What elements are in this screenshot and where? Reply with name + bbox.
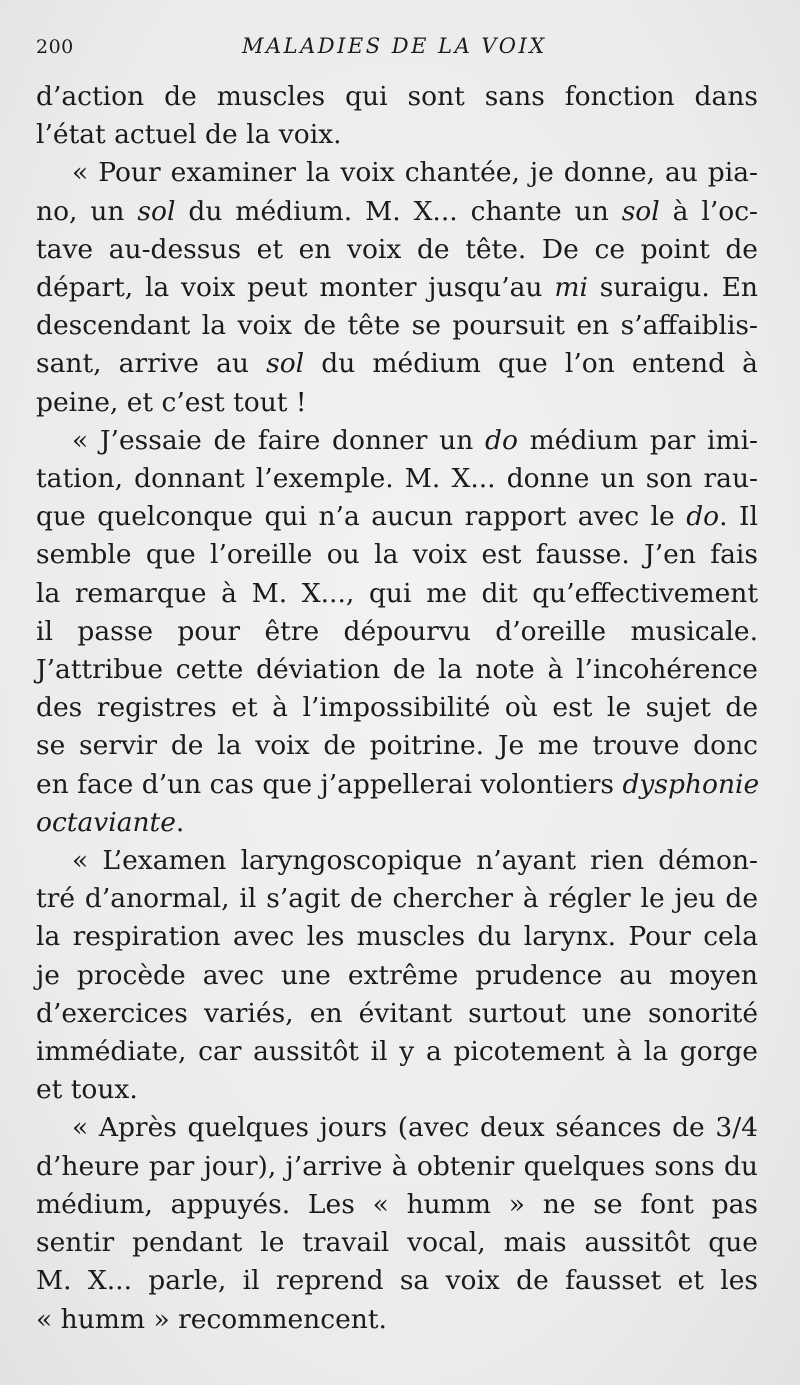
text-line bbox=[36, 1033, 758, 1071]
text-line bbox=[36, 1224, 758, 1262]
text-run: et toux. bbox=[36, 1074, 138, 1106]
text-run: il passe pour être dépourvu d’oreille musicale. bbox=[36, 615, 758, 647]
text-run: M. X... parle, il reprend sa voix de fausset et les bbox=[36, 1265, 758, 1297]
text-run: « J’essaie de faire donner un bbox=[72, 424, 486, 456]
text-line bbox=[36, 575, 758, 613]
text-line bbox=[36, 995, 758, 1033]
text-run: sentir pendant le travail vocal, mais aussitôt que bbox=[36, 1227, 758, 1259]
text-line bbox=[36, 613, 758, 651]
text-run: d’exercices variés, en évitant surtout une sonorité bbox=[36, 997, 758, 1029]
text-run: du médium. M. X... chante un bbox=[175, 195, 622, 227]
text-line bbox=[36, 498, 758, 536]
italic-term: do bbox=[485, 424, 518, 456]
italic-term: mi bbox=[554, 272, 588, 304]
text-run: médium, appuyés. Les « humm » ne se font pas bbox=[36, 1188, 758, 1220]
text-line bbox=[36, 1148, 758, 1186]
text-run: départ, la voix peut monter jusqu’au bbox=[36, 272, 555, 304]
text-line bbox=[36, 651, 758, 689]
text-run: se servir de la voix de poitrine. Je me trouve donc bbox=[36, 730, 758, 762]
text-run: d’action de muscles qui sont sans fonction dans bbox=[36, 81, 758, 112]
paragraph bbox=[36, 154, 758, 421]
text-run: semble que l’oreille ou la voix est fausse. J’en fais bbox=[36, 539, 758, 571]
text-line bbox=[36, 116, 758, 154]
text-line bbox=[36, 154, 758, 192]
text-run: tation, donnant l’exemple. M. X... donne un son rau- bbox=[36, 463, 758, 495]
text-run: à l’oc- bbox=[659, 195, 758, 227]
text-line bbox=[36, 384, 758, 422]
paragraph bbox=[36, 1109, 758, 1338]
text-line bbox=[36, 689, 758, 727]
italic-term: dysphonie bbox=[622, 768, 760, 800]
text-run: « L’examen laryngoscopique n’ayant rien démon- bbox=[72, 845, 758, 877]
text-line bbox=[36, 231, 758, 269]
text-line bbox=[36, 1109, 758, 1147]
text-run: sant, arrive au bbox=[36, 348, 267, 380]
italic-term: octaviante bbox=[36, 806, 176, 838]
text-run: je procède avec une extrême prudence au moyen bbox=[36, 959, 758, 991]
text-run: peine, et c’est tout ! bbox=[36, 386, 307, 418]
text-run: médium par imi- bbox=[517, 424, 758, 456]
text-line bbox=[36, 307, 758, 345]
paragraph bbox=[36, 842, 758, 1109]
page-number: 200 bbox=[36, 36, 74, 58]
text-line bbox=[36, 918, 758, 956]
text-line bbox=[36, 727, 758, 765]
text-run: la respiration avec les muscles du larynx. Pour cela bbox=[36, 921, 758, 953]
italic-term: sol bbox=[137, 195, 176, 227]
text-line bbox=[36, 269, 758, 307]
text-run: suraigu. En bbox=[587, 272, 759, 304]
text-run: . Il bbox=[719, 501, 759, 533]
text-line bbox=[36, 957, 758, 995]
paragraph bbox=[36, 422, 758, 842]
text-run: que quelconque qui n’a aucun rapport avec le bbox=[36, 501, 687, 533]
running-title: MALADIES DE LA VOIX bbox=[242, 34, 547, 58]
body-text bbox=[36, 78, 758, 1339]
text-run: . bbox=[175, 806, 185, 838]
text-line bbox=[36, 804, 758, 842]
text-line bbox=[36, 78, 758, 116]
text-line bbox=[36, 1301, 758, 1339]
text-run: en face d’un cas que j’appellerai volontiers bbox=[36, 768, 623, 800]
text-run: no, un bbox=[36, 195, 138, 227]
text-run: tave au-dessus et en voix de tête. De ce point de bbox=[36, 233, 758, 265]
text-run: J’attribue cette déviation de la note à l’incohérence bbox=[36, 654, 758, 686]
text-run: d’heure par jour), j’arrive à obtenir quelques sons du bbox=[36, 1150, 758, 1182]
text-run: « humm » recommencent. bbox=[36, 1303, 387, 1335]
text-line bbox=[36, 1071, 758, 1109]
text-run: la remarque à M. X..., qui me dit qu’effectivement bbox=[36, 577, 758, 609]
paragraph bbox=[36, 78, 758, 154]
text-line bbox=[36, 345, 758, 383]
text-run: des registres et à l’impossibilité où est le sujet de bbox=[36, 692, 758, 724]
text-run: immédiate, car aussitôt il y a picotement à la gorge bbox=[36, 1036, 758, 1068]
text-line bbox=[36, 842, 758, 880]
text-line bbox=[36, 1262, 758, 1300]
text-run: tré d’anormal, il s’agit de chercher à régler le jeu de bbox=[36, 883, 758, 915]
text-run: descendant la voix de tête se poursuit en s’affaiblis- bbox=[36, 310, 758, 342]
text-run: l’état actuel de la voix. bbox=[36, 119, 342, 151]
italic-term: sol bbox=[266, 348, 305, 380]
text-line bbox=[36, 766, 758, 804]
text-line bbox=[36, 536, 758, 574]
text-line bbox=[36, 460, 758, 498]
italic-term: sol bbox=[621, 195, 660, 227]
italic-term: do bbox=[686, 501, 720, 533]
text-line bbox=[36, 422, 758, 460]
text-line bbox=[36, 193, 758, 231]
text-run: « Après quelques jours (avec deux séances de 3/4 bbox=[72, 1112, 758, 1144]
text-line bbox=[36, 1186, 758, 1224]
text-run: du médium que l’on entend à bbox=[304, 348, 758, 380]
text-line bbox=[36, 880, 758, 918]
page-header bbox=[36, 36, 766, 70]
text-run: « Pour examiner la voix chantée, je donne, au pia- bbox=[72, 157, 758, 189]
